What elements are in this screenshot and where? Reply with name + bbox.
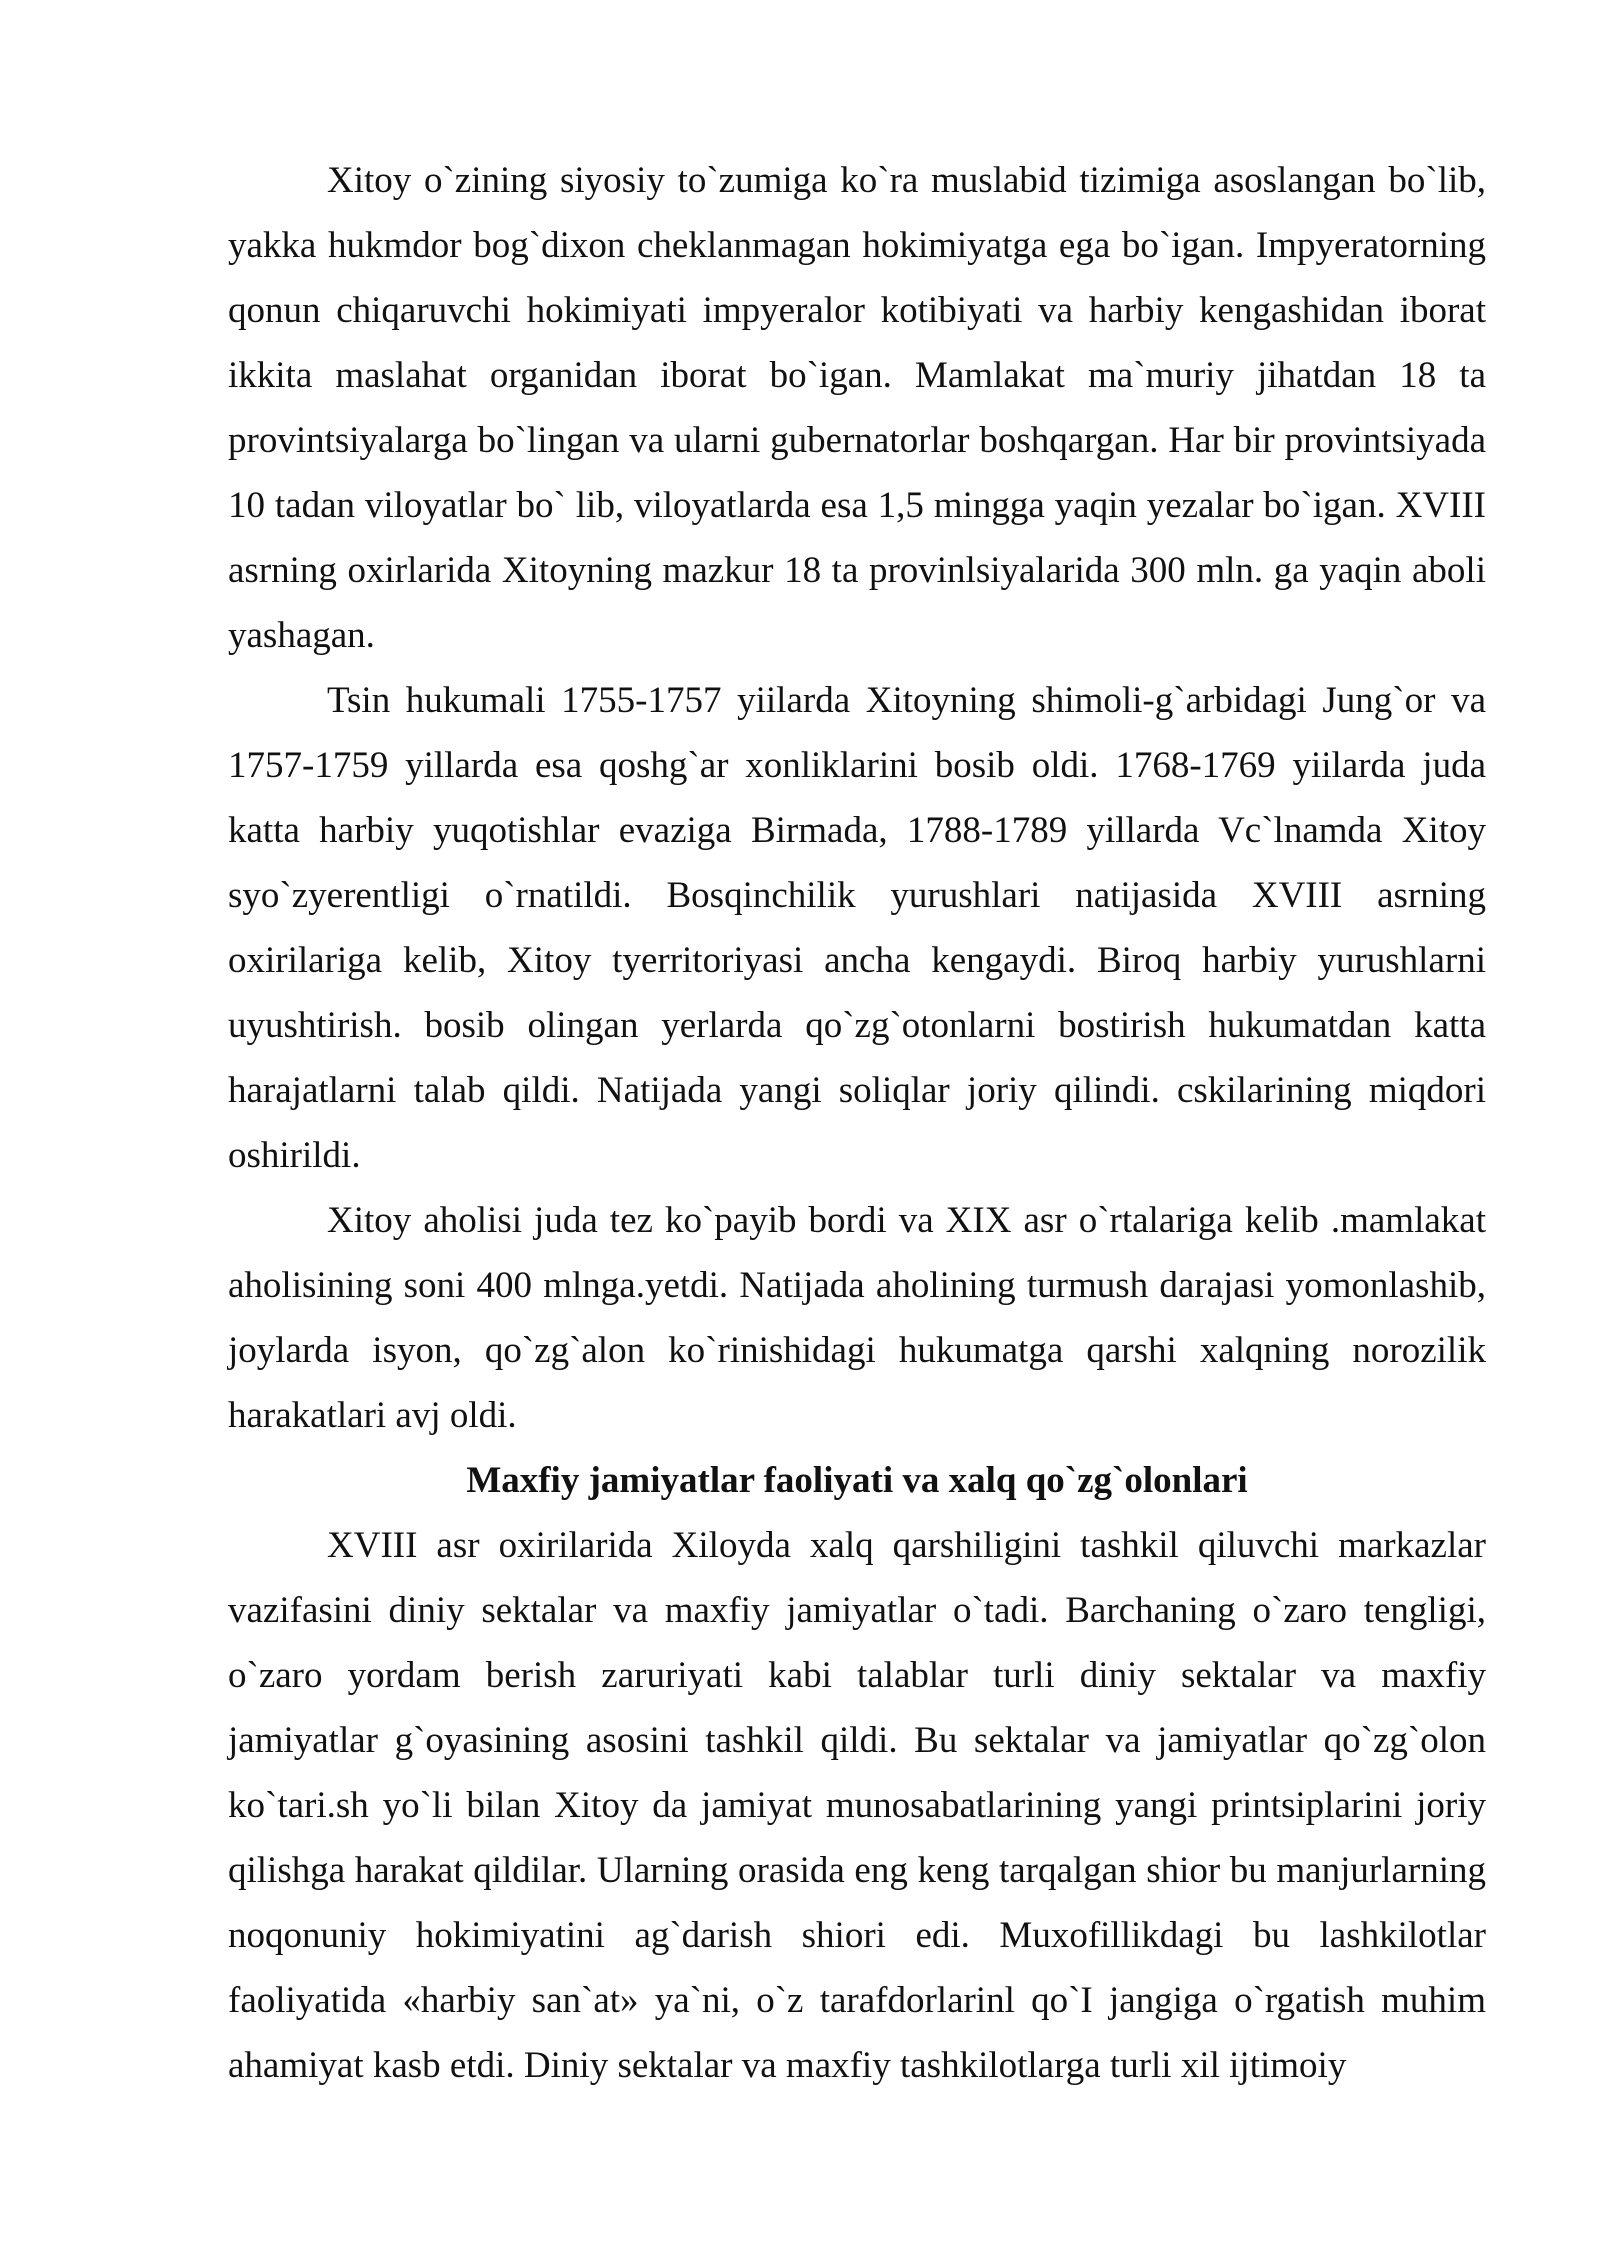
section-heading: Maxfiy jamiyatlar faoliyati va xalq qo`zg`olonlari — [466, 1460, 1248, 1501]
paragraph-political-system: Xitoy o`zining siyosiy to`zumiga ko`ra muslabid tizimiga asoslangan bo`lib, yakka hukmdor bog`dixon cheklanmagan hokimiyatga ega bo`igan. Impyeratorning qonun chiqaruvchi hokimiyati impyeralor kotibiyati va harbiy kengashidan iborat ikkita maslahat organidan iborat bo`igan. Mamlakat ma`muriy jihatdan 18 ta provintsiyalarga bo`lingan va ularni gubernatorlar boshqargan. Har bir provintsiyada 10 tadan viloyatlar bo` lib, viloyatlarda esa 1,5 mingga yaqin yezalar bo`igan. XVIII asrning oxirlarida Xitoyning mazkur 18 ta provinlsiyalarida 300 mln. ga yaqin aboli yashagan. — [228, 160, 1486, 656]
paragraph-population-growth: Xitoy aholisi juda tez ko`payib bordi va XIX asr o`rtalariga kelib .mamlakat aholisining soni 400 mlnga.yetdi. Natijada aholining turmush darajasi yomonlashib, joylarda isyon, qo`zg`alon ko`rinishidagi hukumatga qarshi xalqning norozilik harakatlari avj oldi. — [228, 1200, 1486, 1436]
paragraph-tsin-conquests: Tsin hukumali 1755-1757 yiilarda Xitoyning shimoli-g`arbidagi Jung`or va 1757-1759 yillarda esa qoshg`ar xonliklarini bosib oldi. 1768-1769 yiilarda juda katta harbiy yuqotishlar evaziga Birmada, 1788-1789 yillarda Vc`lnamda Xitoy syo`zyerentligi o`rnatildi. Bosqinchilik yurushlari natijasida XVIII asrning oxirilariga kelib, Xitoy tyerritoriyasi ancha kengaydi. Biroq harbiy yurushlarni uyushtirish. bosib olingan yerlarda qo`zg`otonlarni bostirish hukumatdan katta harajatlarni talab qildi. Natijada yangi soliqlar joriy qilindi. cskilarining miqdori oshirildi. — [228, 680, 1486, 1176]
paragraph-secret-societies: XVIII asr oxirilarida Xiloyda xalq qarshiligini tashkil qiluvchi markazlar vazifasini diniy sektalar va maxfiy jamiyatlar o`tadi. Barchaning o`zaro tengligi, o`zaro yordam berish zaruriyati kabi talablar turli diniy sektalar va maxfiy jamiyatlar g`oyasining asosini tashkil qildi. Bu sektalar va jamiyatlar qo`zg`olon ko`tari.sh yo`li bilan Xitoy da jamiyat munosabatlarining yangi printsiplarini joriy qilishga harakat qildilar. Ularning orasida eng keng tarqalgan shior bu manjurlarning noqonuniy hokimiyatini ag`darish shiori edi. Muxofillikdagi bu lashkilotlar faoliyatida «harbiy san`at» ya`ni, o`z tarafdorlarinl qo`I jangiga o`rgatish muhim ahamiyat kasb etdi. Diniy sektalar va maxfiy tashkilotlarga turli xil ijtimoiy — [228, 1525, 1486, 2086]
document-page — [228, 148, 1486, 2098]
